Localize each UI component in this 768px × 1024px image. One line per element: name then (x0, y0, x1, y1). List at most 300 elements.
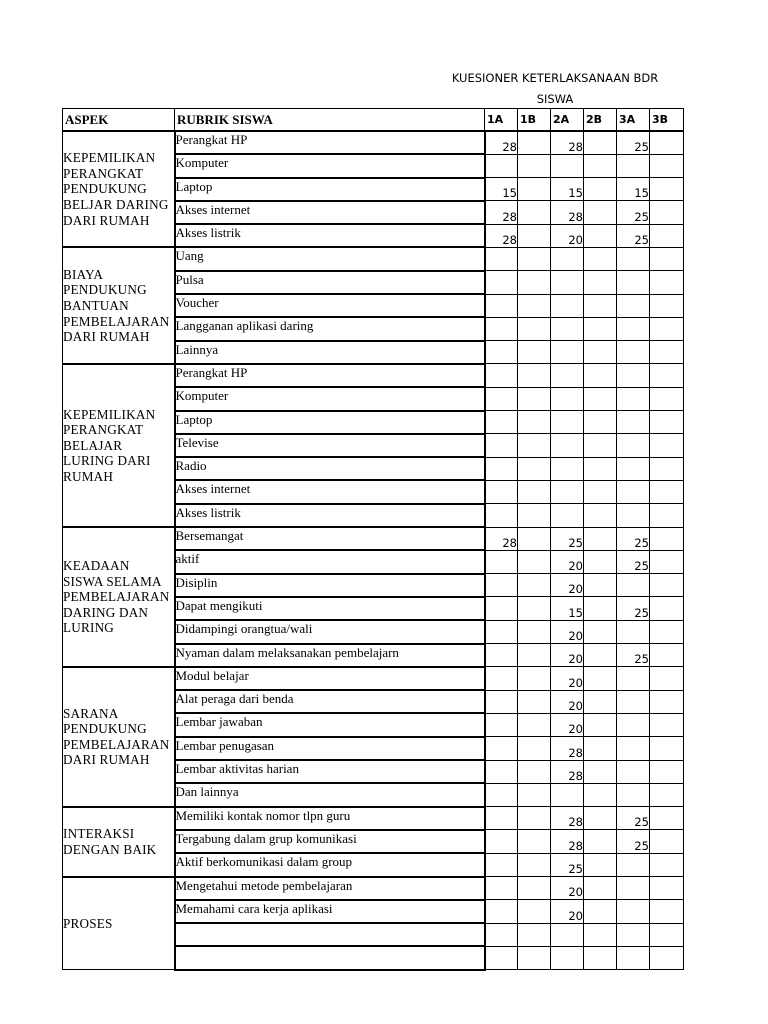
score-cell (551, 434, 584, 457)
header-col-2a: 2A (551, 109, 584, 132)
score-cell (551, 271, 584, 294)
score-cell (485, 877, 518, 900)
score-cell (551, 247, 584, 270)
score-cell (518, 853, 551, 876)
score-cell (650, 667, 684, 690)
score-cell (617, 411, 650, 434)
score-cell: 25 (617, 131, 650, 154)
score-cell (518, 713, 551, 736)
score-cell (617, 690, 650, 713)
score-cell (584, 713, 617, 736)
score-cell (518, 178, 551, 201)
score-cell (617, 853, 650, 876)
score-cell (617, 574, 650, 597)
aspek-line: PENDUKUNG (63, 282, 147, 298)
score-cell (584, 247, 617, 270)
aspek-line: LURING DARI (63, 453, 151, 469)
aspek-line: PEMBELAJARAN (63, 736, 170, 752)
score-cell (584, 201, 617, 224)
score-cell (650, 317, 684, 340)
aspek-line: PERANGKAT (63, 165, 144, 181)
score-cell (485, 597, 518, 620)
score-cell (485, 690, 518, 713)
score-cell (650, 480, 684, 503)
score-cell (617, 480, 650, 503)
score-cell (650, 877, 684, 900)
score-cell (584, 737, 617, 760)
score-cell: 28 (485, 131, 518, 154)
score-cell (518, 341, 551, 364)
rubrik-cell: Didampingi orangtua/wali (175, 620, 485, 643)
score-cell (584, 760, 617, 783)
score-cell (518, 317, 551, 340)
score-cell (485, 923, 518, 946)
score-cell (518, 667, 551, 690)
score-cell (650, 737, 684, 760)
score-cell (617, 946, 650, 969)
score-cell: 20 (551, 690, 584, 713)
score-cell (650, 504, 684, 527)
score-cell (485, 946, 518, 969)
score-cell (485, 644, 518, 667)
score-cell (617, 713, 650, 736)
score-cell (485, 550, 518, 573)
score-cell (551, 341, 584, 364)
header-rubrik: RUBRIK SISWA (175, 109, 485, 132)
score-cell (584, 853, 617, 876)
score-cell: 25 (617, 597, 650, 620)
score-cell (617, 923, 650, 946)
score-cell (518, 830, 551, 853)
score-cell (518, 271, 551, 294)
rubrik-cell: Komputer (175, 154, 485, 177)
score-cell: 25 (617, 527, 650, 550)
score-cell (518, 411, 551, 434)
score-cell (551, 457, 584, 480)
rubrik-cell: Akses internet (175, 201, 485, 224)
score-cell (485, 387, 518, 410)
rubrik-cell: Modul belajar (175, 667, 485, 690)
questionnaire-sheet (62, 108, 684, 931)
score-cell (617, 783, 650, 806)
header-col-1b: 1B (518, 109, 551, 132)
score-cell: 28 (485, 224, 518, 247)
score-cell: 20 (551, 900, 584, 923)
aspek-cell (63, 877, 175, 970)
score-cell (650, 830, 684, 853)
score-cell (584, 620, 617, 643)
score-cell (518, 294, 551, 317)
rubrik-cell: Radio (175, 457, 485, 480)
score-cell: 20 (551, 667, 584, 690)
score-cell (485, 830, 518, 853)
score-cell (584, 364, 617, 387)
score-cell (650, 620, 684, 643)
score-cell (617, 620, 650, 643)
score-cell: 25 (617, 644, 650, 667)
header-aspek: ASPEK (63, 109, 175, 132)
aspek-line: RUMAH (63, 468, 114, 484)
score-cell: 28 (551, 131, 584, 154)
score-cell: 28 (485, 201, 518, 224)
score-cell (617, 900, 650, 923)
score-cell (617, 154, 650, 177)
score-cell (518, 387, 551, 410)
score-cell (584, 923, 617, 946)
score-cell (551, 294, 584, 317)
score-cell (650, 923, 684, 946)
table-row (63, 364, 684, 387)
score-cell (650, 574, 684, 597)
aspek-line: SISWA SELAMA (63, 573, 162, 589)
score-cell (485, 737, 518, 760)
rubrik-cell: Mengetahui metode pembelajaran (175, 877, 485, 900)
score-cell (584, 877, 617, 900)
score-cell (551, 783, 584, 806)
rubrik-cell: Langganan aplikasi daring (175, 317, 485, 340)
aspek-line: BELJAR DARING (63, 197, 169, 213)
score-cell: 28 (551, 830, 584, 853)
table-row (63, 807, 684, 830)
score-cell (551, 317, 584, 340)
score-cell (485, 480, 518, 503)
score-cell (485, 271, 518, 294)
score-cell (551, 387, 584, 410)
score-cell (650, 713, 684, 736)
score-cell (650, 178, 684, 201)
score-cell (584, 224, 617, 247)
rubrik-cell: Lembar penugasan (175, 737, 485, 760)
score-cell (650, 900, 684, 923)
score-cell (485, 364, 518, 387)
score-cell: 15 (617, 178, 650, 201)
score-cell (584, 294, 617, 317)
rubrik-cell: Laptop (175, 411, 485, 434)
score-cell (584, 480, 617, 503)
aspek-line: BELAJAR (63, 437, 123, 453)
score-cell (551, 504, 584, 527)
score-cell (650, 690, 684, 713)
score-cell (518, 783, 551, 806)
aspek-line: LURING (63, 620, 115, 636)
score-cell (485, 853, 518, 876)
score-cell (485, 760, 518, 783)
document-subtitle: SISWA (536, 92, 574, 106)
score-cell: 25 (617, 550, 650, 573)
score-cell: 28 (551, 807, 584, 830)
score-cell (518, 550, 551, 573)
aspek-line: PEMBELAJARAN (63, 313, 170, 329)
score-cell (650, 527, 684, 550)
rubrik-cell: Perangkat HP (175, 131, 485, 154)
score-cell (617, 387, 650, 410)
aspek-line: PEMBELAJARAN (63, 589, 170, 605)
score-cell (485, 247, 518, 270)
aspek-line: DARI RUMAH (63, 212, 150, 228)
rubrik-cell: Pulsa (175, 271, 485, 294)
score-cell (485, 434, 518, 457)
table-row (63, 527, 684, 550)
aspek-line: DENGAN BAIK (63, 841, 157, 857)
header-col-1a: 1A (485, 109, 518, 132)
aspek-line: INTERAKSI (63, 825, 135, 841)
score-cell (584, 317, 617, 340)
rubrik-cell: Dan lainnya (175, 783, 485, 806)
score-cell: 25 (551, 853, 584, 876)
score-cell (584, 644, 617, 667)
rubrik-cell: Aktif berkomunikasi dalam group (175, 853, 485, 876)
table-row (63, 247, 684, 270)
score-cell (485, 154, 518, 177)
rubrik-cell: Perangkat HP (175, 364, 485, 387)
aspek-line: DARI RUMAH (63, 329, 150, 345)
score-cell: 15 (485, 178, 518, 201)
table-body (63, 131, 684, 970)
score-cell (617, 457, 650, 480)
score-cell (584, 457, 617, 480)
score-cell (617, 760, 650, 783)
score-cell (650, 387, 684, 410)
score-cell (584, 550, 617, 573)
score-cell (485, 504, 518, 527)
score-cell (584, 900, 617, 923)
rubrik-cell: Lembar aktivitas harian (175, 760, 485, 783)
score-cell (584, 527, 617, 550)
score-cell (650, 247, 684, 270)
aspek-line: PROSES (63, 915, 113, 931)
score-cell (617, 877, 650, 900)
aspek-line: BIAYA (63, 266, 104, 282)
score-cell (584, 597, 617, 620)
score-cell (650, 154, 684, 177)
score-cell (551, 364, 584, 387)
aspek-cell (63, 807, 175, 877)
score-cell (485, 900, 518, 923)
score-cell (617, 341, 650, 364)
score-cell (518, 574, 551, 597)
score-cell (518, 504, 551, 527)
score-cell (518, 807, 551, 830)
score-cell (584, 411, 617, 434)
score-cell (584, 667, 617, 690)
rubrik-cell: Voucher (175, 294, 485, 317)
rubrik-cell: Memiliki kontak nomor tlpn guru (175, 807, 485, 830)
aspek-line: BANTUAN (63, 297, 129, 313)
score-cell (584, 690, 617, 713)
score-cell (650, 271, 684, 294)
score-cell (551, 411, 584, 434)
rubrik-cell: Memahami cara kerja aplikasi (175, 900, 485, 923)
rubrik-cell: Akses internet (175, 480, 485, 503)
score-cell (650, 201, 684, 224)
score-cell (518, 760, 551, 783)
rubrik-cell: Dapat mengikuti (175, 597, 485, 620)
aspek-line: KEPEMILIKAN (63, 406, 156, 422)
rubrik-cell: Laptop (175, 178, 485, 201)
score-cell (518, 527, 551, 550)
aspek-line: PENDUKUNG (63, 181, 147, 197)
score-cell: 28 (551, 760, 584, 783)
score-cell (584, 154, 617, 177)
rubrik-cell: Komputer (175, 387, 485, 410)
score-cell: 20 (551, 550, 584, 573)
score-cell (518, 900, 551, 923)
score-cell (650, 224, 684, 247)
score-cell (584, 387, 617, 410)
score-cell (518, 224, 551, 247)
score-cell (518, 877, 551, 900)
aspek-line: DARI RUMAH (63, 752, 150, 768)
rubrik-cell: Lainnya (175, 341, 485, 364)
rubrik-cell: Uang (175, 247, 485, 270)
rubrik-cell: aktif (175, 550, 485, 573)
score-cell (584, 783, 617, 806)
score-cell (485, 807, 518, 830)
score-cell (617, 504, 650, 527)
score-cell (518, 457, 551, 480)
rubrik-cell (175, 946, 485, 969)
table-header-row (63, 109, 684, 132)
score-cell (617, 667, 650, 690)
score-cell: 20 (551, 224, 584, 247)
score-cell: 25 (617, 224, 650, 247)
rubrik-cell: Nyaman dalam melaksanakan pembelajarn (175, 644, 485, 667)
score-cell (650, 411, 684, 434)
score-cell (518, 737, 551, 760)
rubrik-cell: Akses listrik (175, 504, 485, 527)
score-cell: 15 (551, 597, 584, 620)
score-cell: 28 (551, 737, 584, 760)
aspek-line: PERANGKAT (63, 422, 144, 438)
score-cell (650, 760, 684, 783)
score-cell (485, 574, 518, 597)
score-cell (485, 317, 518, 340)
rubrik-cell: Disiplin (175, 574, 485, 597)
header-col-3b: 3B (650, 109, 684, 132)
score-cell (617, 271, 650, 294)
score-cell (584, 830, 617, 853)
score-cell (650, 434, 684, 457)
score-cell (584, 271, 617, 294)
score-cell (617, 294, 650, 317)
rubrik-cell: Bersemangat (175, 527, 485, 550)
score-cell (551, 923, 584, 946)
score-cell (650, 853, 684, 876)
aspek-cell (63, 131, 175, 247)
score-cell (617, 364, 650, 387)
rubrik-cell: Alat peraga dari benda (175, 690, 485, 713)
score-cell (485, 341, 518, 364)
score-cell (485, 294, 518, 317)
score-cell (485, 620, 518, 643)
score-cell (551, 946, 584, 969)
score-cell: 28 (485, 527, 518, 550)
aspek-cell (63, 364, 175, 527)
score-cell (650, 457, 684, 480)
aspek-line: KEPEMILIKAN (63, 150, 156, 166)
score-cell (518, 131, 551, 154)
score-cell (584, 807, 617, 830)
rubrik-cell (175, 923, 485, 946)
score-cell (584, 946, 617, 969)
header-col-2b: 2B (584, 109, 617, 132)
score-cell: 25 (551, 527, 584, 550)
score-cell (518, 154, 551, 177)
score-cell (518, 923, 551, 946)
score-cell (650, 597, 684, 620)
score-cell (650, 783, 684, 806)
score-cell (650, 946, 684, 969)
score-cell (584, 341, 617, 364)
score-cell (650, 644, 684, 667)
score-cell (617, 434, 650, 457)
score-cell: 20 (551, 877, 584, 900)
score-cell (518, 480, 551, 503)
score-cell (650, 364, 684, 387)
questionnaire-table (62, 108, 684, 971)
score-cell: 25 (617, 807, 650, 830)
score-cell (551, 480, 584, 503)
score-cell: 15 (551, 178, 584, 201)
table-row (63, 667, 684, 690)
score-cell: 20 (551, 620, 584, 643)
aspek-cell (63, 667, 175, 807)
rubrik-cell: Televise (175, 434, 485, 457)
rubrik-cell: Tergabung dalam grup komunikasi (175, 830, 485, 853)
score-cell (617, 317, 650, 340)
score-cell: 20 (551, 644, 584, 667)
score-cell (485, 783, 518, 806)
score-cell: 20 (551, 574, 584, 597)
table-row (63, 877, 684, 900)
aspek-cell (63, 247, 175, 363)
rubrik-cell: Akses listrik (175, 224, 485, 247)
score-cell (518, 644, 551, 667)
score-cell (584, 434, 617, 457)
document-title: KUESIONER KETERLAKSANAAN BDR (451, 71, 659, 85)
score-cell (584, 504, 617, 527)
score-cell (518, 597, 551, 620)
score-cell (584, 574, 617, 597)
aspek-cell (63, 527, 175, 667)
score-cell (485, 411, 518, 434)
table-row (63, 131, 684, 154)
score-cell (518, 201, 551, 224)
score-cell (584, 178, 617, 201)
score-cell (518, 946, 551, 969)
score-cell: 28 (551, 201, 584, 224)
score-cell (617, 737, 650, 760)
score-cell: 25 (617, 201, 650, 224)
score-cell (650, 807, 684, 830)
score-cell (485, 713, 518, 736)
score-cell (650, 131, 684, 154)
score-cell (584, 131, 617, 154)
score-cell: 25 (617, 830, 650, 853)
score-cell (650, 294, 684, 317)
score-cell (617, 247, 650, 270)
aspek-line: PENDUKUNG (63, 721, 147, 737)
score-cell (518, 690, 551, 713)
score-cell: 20 (551, 713, 584, 736)
score-cell (518, 247, 551, 270)
score-cell (518, 434, 551, 457)
score-cell (650, 550, 684, 573)
score-cell (551, 154, 584, 177)
header-col-3a: 3A (617, 109, 650, 132)
aspek-line: DARING DAN (63, 604, 149, 620)
score-cell (485, 667, 518, 690)
